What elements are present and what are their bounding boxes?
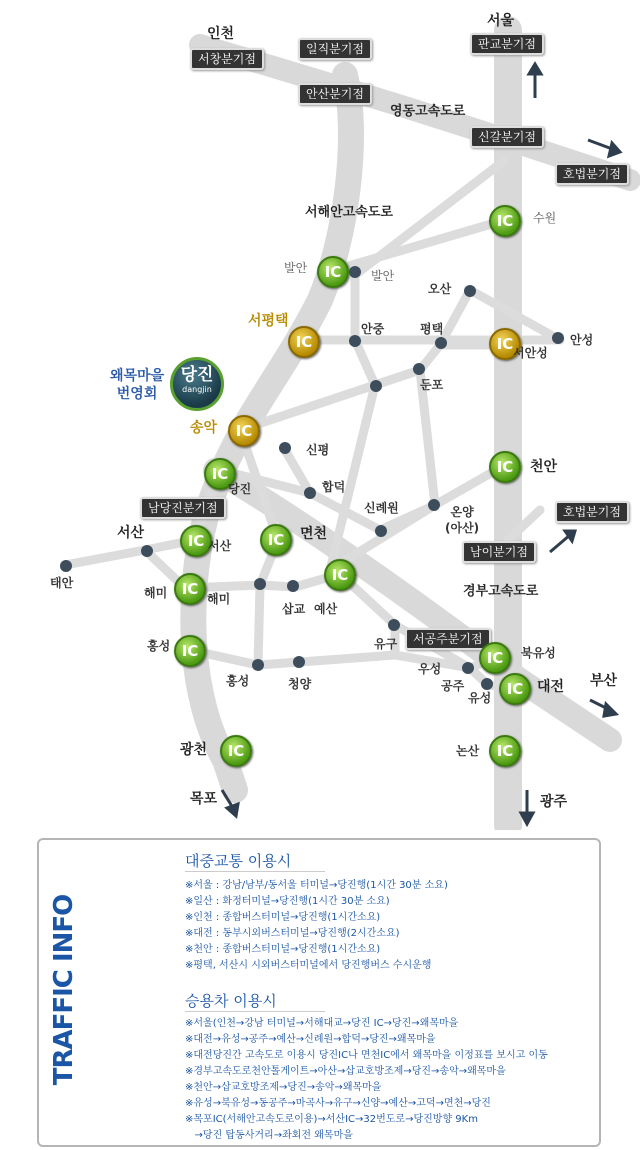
place-hongseong-1: 홍성	[147, 639, 171, 653]
node-dunpo-west	[370, 380, 382, 392]
place-gwangcheon: 광천	[180, 742, 208, 758]
ic-balan: IC	[317, 256, 349, 288]
place-daejeon: 대전	[537, 679, 565, 695]
place-yesan: 예산	[314, 602, 338, 616]
public-item: ※천안 : 종합버스터미널→당진행(1시간소요)	[185, 944, 381, 955]
logo-sub: dangjin	[182, 385, 212, 394]
junction-seogongju: 서공주분기점	[405, 628, 491, 650]
car-item: ※천안→삽교호방조제→당진→송악→왜목마을	[185, 1082, 382, 1093]
ic-daejeon: IC	[499, 673, 531, 705]
car-item: ※대전→유성→공주→예산→신례원→합덕→당진→왜목마을	[185, 1034, 436, 1045]
region-mokpo: 목포	[190, 791, 218, 807]
node-onyang	[428, 499, 440, 511]
node-hongseong	[252, 659, 264, 671]
place-bukyuseong: 북유성	[521, 646, 556, 660]
node-balan	[349, 266, 361, 278]
place-anjung: 안중	[361, 322, 385, 336]
public-item: ※대전 : 동부시외버스터미널→당진행(2시간소요)	[185, 928, 400, 939]
public-item: ※일산 : 화정터미널→당진행(1시간 30분 소요)	[185, 896, 390, 907]
junction-namdangjin: 남당진분기점	[140, 497, 226, 519]
public-item: ※서울 : 강남/남부/동서울 터미널→당진행(1시간 30분 소요)	[185, 880, 448, 891]
place-balan-2: 발안	[371, 269, 395, 283]
junction-iljik: 일직분기점	[298, 38, 372, 60]
ic-haemi: IC	[174, 573, 206, 605]
road-gyeongbu: 경부고속도로	[463, 584, 539, 599]
place-taean: 태안	[50, 576, 74, 590]
node-sinryewon	[375, 525, 387, 537]
node-useong	[462, 662, 474, 674]
car-item: ※서울(인천→강남 터미널→서해대교→당진 IC→당진→왜목마을	[185, 1018, 459, 1029]
car-route-list	[185, 1016, 548, 1144]
place-cheonan: 천안	[530, 459, 558, 475]
place-suwon: 수원	[533, 211, 557, 225]
junction-pangyo: 판교분기점	[470, 33, 544, 55]
node-gongju	[481, 678, 493, 690]
ic-hongseong: IC	[174, 635, 206, 667]
region-gwangju: 광주	[540, 794, 568, 810]
place-seopyeongtaek: 서평택	[248, 313, 289, 329]
traffic-info-title: TRAFFIC INFO	[49, 894, 79, 1086]
place-yugu: 유구	[374, 637, 398, 651]
place-myeoncheon: 면천	[300, 526, 328, 542]
traffic-info-box	[37, 838, 601, 1147]
node-yugu	[388, 619, 400, 631]
car-heading-divider	[185, 1011, 325, 1012]
node-pyeongtaek	[435, 337, 447, 349]
place-osan: 오산	[428, 282, 452, 296]
junction-hobeop-2: 호법분기점	[555, 501, 629, 523]
car-item: ※목포IC(서해안고속도로이용)→서산IC→32번도로→당진방향 9Km	[185, 1114, 478, 1125]
place-onyang: 온양 (아산)	[445, 505, 480, 535]
car-item: →당진 탑동사거리→좌회전 왜목마을	[185, 1130, 353, 1141]
place-hapdeok: 합덕	[322, 480, 346, 494]
ic-seopyeongtaek: IC	[288, 326, 320, 358]
node-dunpo	[413, 363, 425, 375]
public-item: ※인천 : 종합버스터미널→당진행(1시간소요)	[185, 912, 381, 923]
node-anjung	[349, 335, 361, 347]
logo-name: 당진	[180, 365, 214, 385]
place-sapgyo: 삽교	[282, 602, 306, 616]
ic-seoanseong: IC	[489, 328, 521, 360]
ic-nonsan: IC	[489, 735, 521, 767]
ic-gwangcheon: IC	[220, 735, 252, 767]
place-balan-1: 발안	[284, 261, 308, 275]
ic-cheonan: IC	[489, 451, 521, 483]
place-seoanseong: 서안성	[513, 346, 548, 360]
junction-hobeop-1: 호법분기점	[555, 163, 629, 185]
road-seohaean: 서해안고속도로	[305, 205, 393, 220]
place-seosan-2: 서산	[208, 539, 232, 553]
ic-yesan: IC	[324, 559, 356, 591]
place-dangjin: 당진	[228, 482, 252, 496]
place-nonsan: 논산	[456, 744, 480, 758]
ic-bukyuseong: IC	[479, 642, 511, 674]
region-busan: 부산	[590, 673, 618, 689]
place-songak: 송악	[190, 420, 218, 436]
place-hongseong-2: 홍성	[226, 674, 250, 688]
place-haemi-2: 해미	[207, 592, 231, 606]
node-sinpyeong	[279, 442, 291, 454]
car-item: ※경부고속도로천안톨게이트→아산→삽교호방조제→당진→송악→왜목마을	[185, 1066, 506, 1077]
public-heading-divider	[185, 871, 325, 872]
place-useong-1: 우성	[418, 662, 442, 676]
place-sinpyeong: 신평	[306, 443, 330, 457]
dangjin-logo	[170, 357, 224, 411]
junction-nami: 남이분기점	[462, 541, 536, 563]
node-hapdeok	[304, 487, 316, 499]
ic-dangjin: IC	[204, 458, 236, 490]
car-item: ※대전당진간 고속도로 이용시 당진IC나 면천IC에서 왜목마을 이정표를 보시고 이동	[185, 1050, 548, 1061]
public-transport-heading: 대중교통 이용시	[185, 852, 292, 870]
node-sapgyo	[287, 580, 299, 592]
place-seosan-1: 서산	[117, 525, 145, 541]
place-pyeongtaek: 평택	[420, 322, 444, 336]
node-anseong	[552, 332, 564, 344]
junction-singal: 신갈분기점	[470, 126, 544, 148]
ic-songak: IC	[228, 415, 260, 447]
junction-seochang: 서창분기점	[190, 48, 264, 70]
place-dunpo: 둔포	[420, 378, 444, 392]
destination-label: 왜목마을 번영회	[110, 368, 165, 402]
region-seoul: 서울	[487, 13, 515, 29]
ic-suwon: IC	[489, 205, 521, 237]
node-cheongyang	[293, 656, 305, 668]
region-incheon: 인천	[207, 26, 235, 42]
public-item: ※평택, 서산시 시외버스터미널에서 당진행버스 수시운행	[185, 960, 432, 971]
place-cheongyang: 청양	[288, 677, 312, 691]
place-gongju: 공주	[441, 679, 465, 693]
node-osan	[464, 285, 476, 297]
public-transport-list	[185, 878, 448, 974]
place-haemi-1: 해미	[144, 586, 168, 600]
road-yeongdong: 영동고속도로	[390, 104, 466, 119]
node-seosan	[141, 545, 153, 557]
node-sapgyo-west	[254, 578, 266, 590]
car-heading: 승용차 이용시	[185, 992, 277, 1010]
node-taean	[60, 560, 72, 572]
place-useong-2: 유성	[468, 691, 492, 705]
place-sinryewon: 신례원	[364, 501, 399, 515]
car-item: ※유성→북유성→동공주→마곡사→유구→신양→예산→고덕→면천→당진	[185, 1098, 491, 1109]
ic-seosan: IC	[180, 525, 212, 557]
junction-ansan: 안산분기점	[298, 83, 372, 105]
ic-myeoncheon: IC	[260, 524, 292, 556]
place-anseong: 안성	[570, 333, 594, 347]
